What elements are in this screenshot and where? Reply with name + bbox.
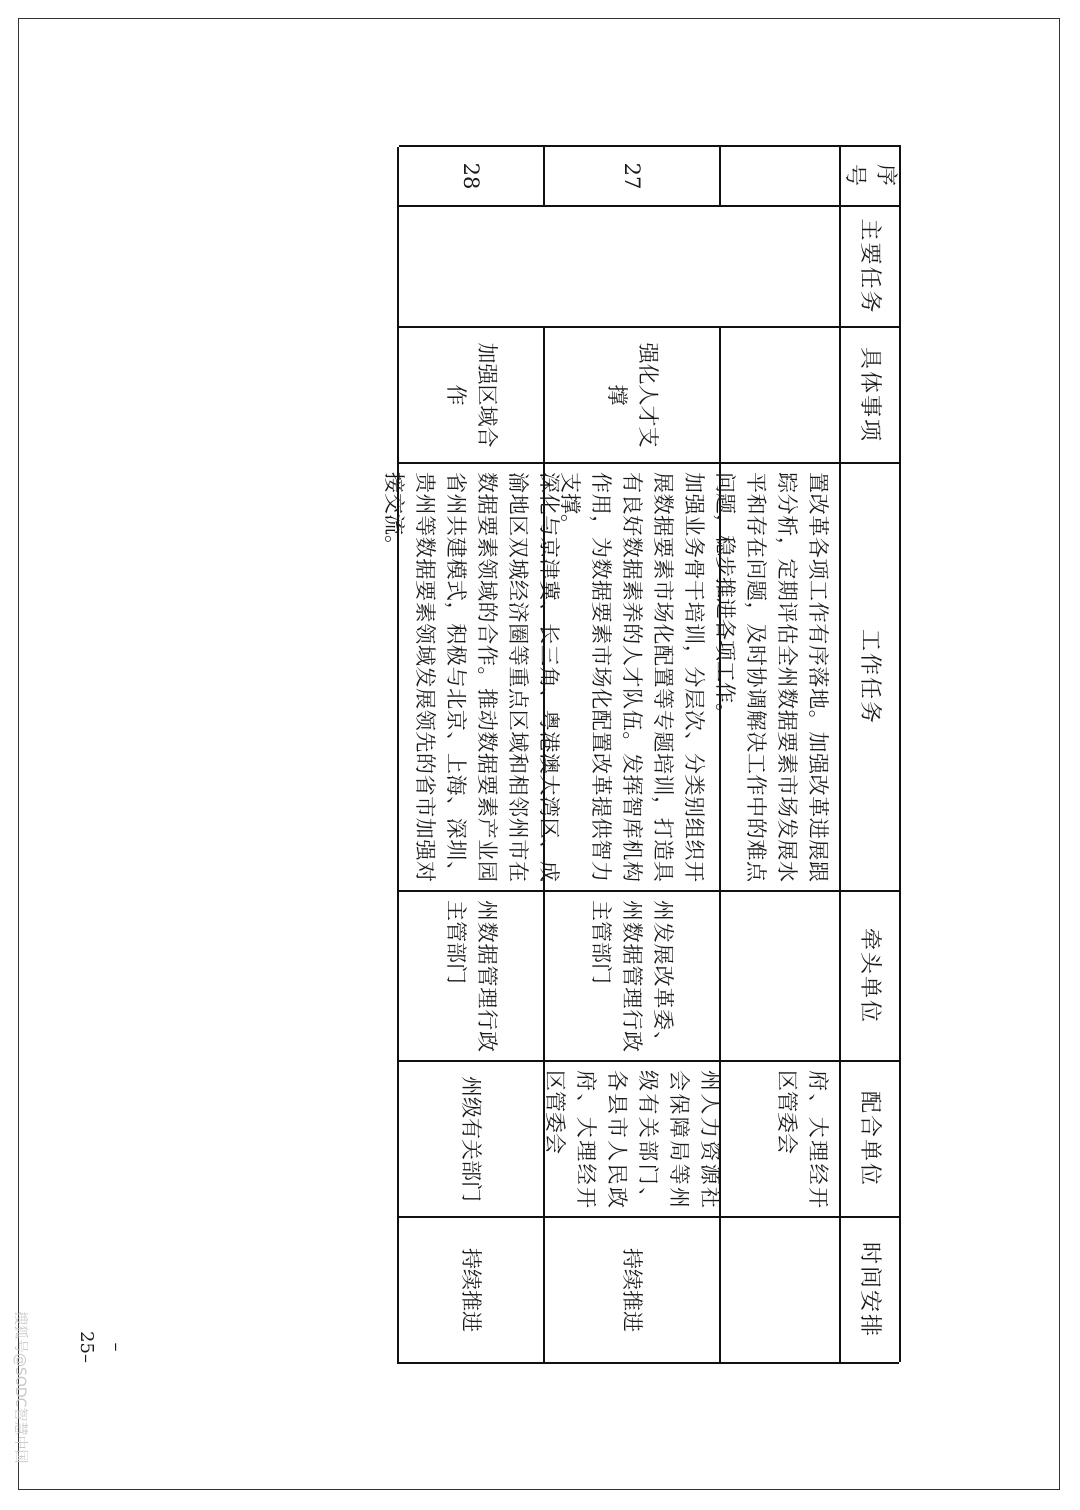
cell-main-task	[397, 207, 543, 328]
header-work: 工作任务	[839, 464, 899, 892]
header-seq: 序号	[839, 147, 899, 207]
cell-item: 加强区域合作	[397, 328, 543, 464]
header-support: 配合单位	[839, 1062, 899, 1218]
page-number: –25–	[76, 1331, 127, 1363]
cell-support: 州人力资源社会保障局等州级有关部门、各县市人民政府、大理经开区管委会	[543, 1062, 719, 1218]
cell-main-task	[719, 207, 839, 328]
table-rotation-wrapper	[382, 145, 901, 1362]
header-lead: 牵头单位	[839, 892, 899, 1062]
cell-lead	[719, 892, 839, 1062]
cell-main-task	[543, 207, 719, 328]
cell-item	[719, 328, 839, 464]
cell-support: 府、大理经开区管委会	[719, 1062, 839, 1218]
cell-seq: 28	[397, 147, 543, 207]
cell-seq: 27	[543, 147, 719, 207]
cell-lead: 州数据管理行政主管部门	[397, 892, 543, 1062]
cell-support: 州级有关部门	[397, 1062, 543, 1218]
header-main-task: 主要任务	[839, 207, 899, 328]
cell-work: 加强业务骨干培训，分层次、分类别组织开展数据要素市场化配置等专题培训，打造具有良好数据素养的人才队伍。发挥智库机构作用，为数据要素市场化配置改革提供智力支撑。	[543, 464, 719, 892]
cell-work: 置改革各项工作有序落地。加强改革进展跟踪分析，定期评估全州数据要素市场发展水平和存在问题，及时协调解决工作中的难点问题，稳步推进各项工作。	[719, 464, 839, 892]
cell-time: 持续推进	[543, 1218, 719, 1364]
cell-time	[719, 1218, 839, 1364]
cell-seq	[719, 147, 839, 207]
cell-item: 强化人才支撑	[543, 328, 719, 464]
task-table	[382, 145, 901, 1362]
watermark: 搜狐号@SODC智慧中国	[12, 1311, 28, 1464]
cell-work: 深化与京津冀、长三角、粤港澳大湾区、成渝地区双城经济圈等重点区域和相邻州市在数据要素领域的合作。推动数据要素产业园省州共建模式，积极与北京、上海、深圳、贵州等数据要素领域发展领先的省市加强对接交流。	[397, 464, 543, 892]
header-time: 时间安排	[839, 1218, 899, 1364]
header-item: 具体事项	[839, 328, 899, 464]
cell-time: 持续推进	[397, 1218, 543, 1364]
cell-lead: 州发展改革委、州数据管理行政主管部门	[543, 892, 719, 1062]
